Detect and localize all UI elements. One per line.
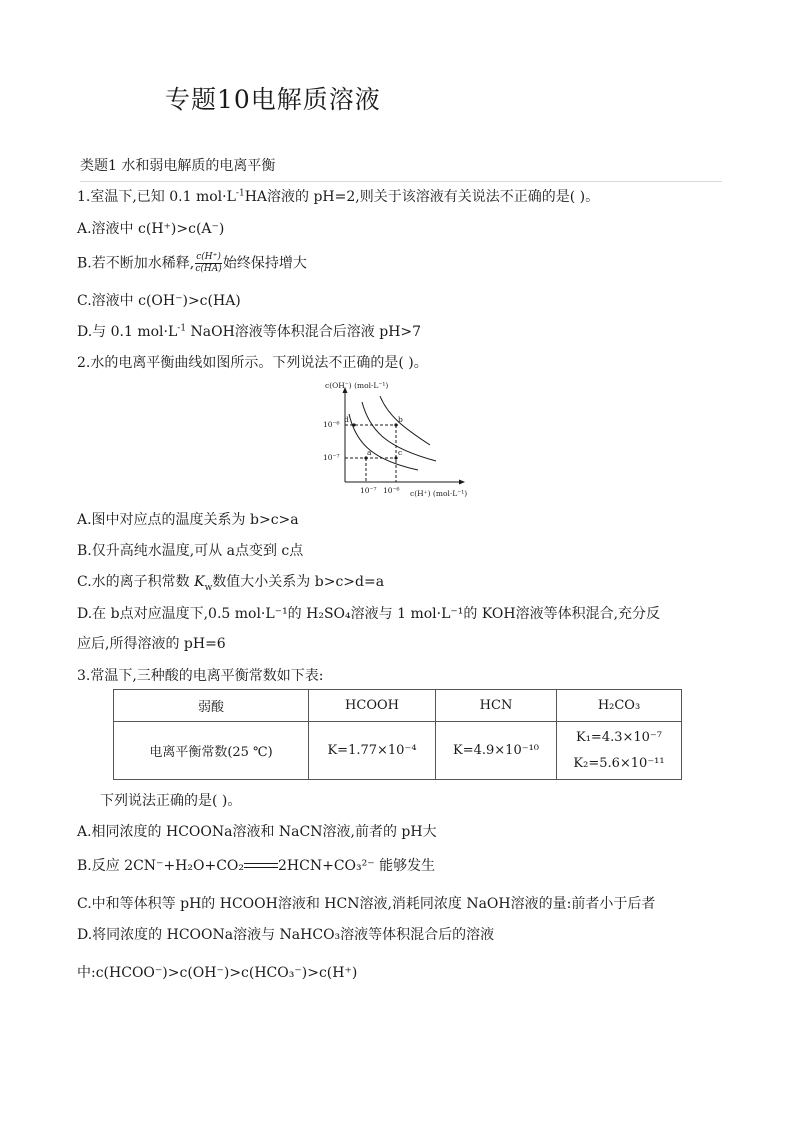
q2-option-c-sub: w: [204, 582, 213, 593]
q1-stem: [77, 186, 599, 206]
q3-option-d-line1: D.将同浓度的 HCOONa溶液与 NaHCO₃溶液等体积混合后的溶液: [77, 927, 495, 943]
q3-lead: 下列说法正确的是( )。: [100, 793, 242, 809]
page-title: 专题10电解质溶液: [165, 85, 381, 114]
x-tick-high: 10⁻⁶: [383, 486, 400, 495]
table-cell-hcooh: K=1.77×10⁻⁴: [309, 722, 436, 780]
table-header-cell: H₂CO₃: [557, 690, 682, 722]
equals-sign-icon: [244, 862, 278, 870]
table-cell-h2co3: [557, 722, 682, 780]
q3-stem: 3.常温下,三种酸的电离平衡常数如下表:: [77, 668, 324, 684]
q2-option-c-k: K: [194, 574, 205, 590]
q1-option-b-pre: B.若不断加水稀释,: [77, 255, 195, 272]
point-d-label: d: [344, 415, 349, 424]
q3-option-a: A.相同浓度的 HCOONa溶液和 NaCN溶液,前者的 pH大: [77, 824, 437, 840]
point-d-dot: [352, 423, 355, 426]
q3-option-c: C.中和等体积等 pH的 HCOOH溶液和 HCN溶液,消耗同浓度 NaOH溶液的量:前者小于后者: [77, 896, 656, 912]
point-c-label: c: [398, 448, 403, 457]
q2-option-c-pre: C.水的离子积常数: [77, 574, 195, 590]
q2-option-c-post: 数值大小关系为 b>c>d=a: [212, 574, 385, 590]
section-heading: 类题1 水和弱电解质的电离平衡: [80, 155, 722, 182]
q2-option-c: [77, 571, 384, 591]
q1-option-b: [77, 252, 307, 275]
q1-option-d: [77, 321, 421, 341]
q3-option-d-line2: 中:c(HCOO⁻)>c(OH⁻)>c(HCO₃⁻)>c(H⁺): [77, 965, 358, 981]
table-row: [114, 722, 682, 780]
q3-option-b-pre: B.反应 2CN⁻+H₂O+CO₂: [77, 858, 245, 874]
table-header-cell: 弱酸: [114, 690, 309, 722]
point-b-label: b: [398, 415, 403, 424]
q2-option-d-line2: 应后,所得溶液的 pH=6: [77, 636, 226, 652]
x-axis-label: c(H⁺) (mol·L⁻¹): [410, 489, 468, 498]
table-header-cell: HCN: [436, 690, 557, 722]
x-tick-low: 10⁻⁷: [360, 486, 377, 495]
q2-option-b: B.仅升高纯水温度,可从 a点变到 c点: [77, 543, 304, 559]
q1-stem-a: 1.室温下,已知 0.1 mol·L: [77, 189, 236, 205]
water-ionization-figure: [318, 378, 478, 503]
y-axis-label: c(OH⁻) (mol·L⁻¹): [325, 381, 389, 390]
q3-option-b-post: 2HCN+CO₃²⁻ 能够发生: [278, 858, 436, 874]
y-tick-low: 10⁻⁷: [323, 453, 340, 462]
table-cell-k2: K₂=5.6×10⁻¹¹: [573, 755, 665, 771]
acid-constants-table: [113, 689, 682, 780]
q1-option-d-a: D.与 0.1 mol·L: [77, 324, 178, 340]
fraction-numerator: c(H⁺): [196, 252, 221, 262]
table-header-row: [114, 690, 682, 722]
table-cell-hcn: K=4.9×10⁻¹⁰: [436, 722, 557, 780]
table-row-label: 电离平衡常数(25 ℃): [114, 722, 309, 780]
isotherm-low: [349, 414, 418, 470]
q2-option-d-line1: D.在 b点对应温度下,0.5 mol·L⁻¹的 H₂SO₄溶液与 1 mol·L⁻¹的 KOH溶液等体积混合,充分反: [77, 606, 661, 622]
q1-option-b-fraction: [195, 252, 222, 275]
q1-stem-b: HA溶液的 pH=2,则关于该溶液有关说法不正确的是( )。: [244, 189, 600, 205]
q1-option-c: C.溶液中 c(OH⁻)>c(HA): [77, 293, 241, 309]
q1-option-b-post: 始终保持增大: [222, 255, 307, 272]
isotherm-high: [380, 396, 430, 445]
table-cell-k1: K₁=4.3×10⁻⁷: [576, 729, 662, 745]
q1-option-a: A.溶液中 c(H⁺)>c(A⁻): [77, 221, 225, 237]
table-header-cell: HCOOH: [309, 690, 436, 722]
q2-option-a: A.图中对应点的温度关系为 b>c>a: [77, 512, 299, 528]
q1-option-d-sup: -1: [177, 323, 187, 334]
fraction-denominator: c(HA): [195, 264, 222, 274]
x-axis-arrow: [459, 480, 465, 485]
q1-option-d-b: NaOH溶液等体积混合后溶液 pH>7: [186, 324, 422, 340]
q3-option-b: [77, 855, 435, 875]
q2-stem: 2.水的电离平衡曲线如图所示。下列说法不正确的是( )。: [77, 355, 428, 371]
y-tick-high: 10⁻⁶: [323, 420, 340, 429]
q1-stem-sup: -1: [235, 188, 245, 199]
point-a-label: a: [367, 448, 372, 457]
